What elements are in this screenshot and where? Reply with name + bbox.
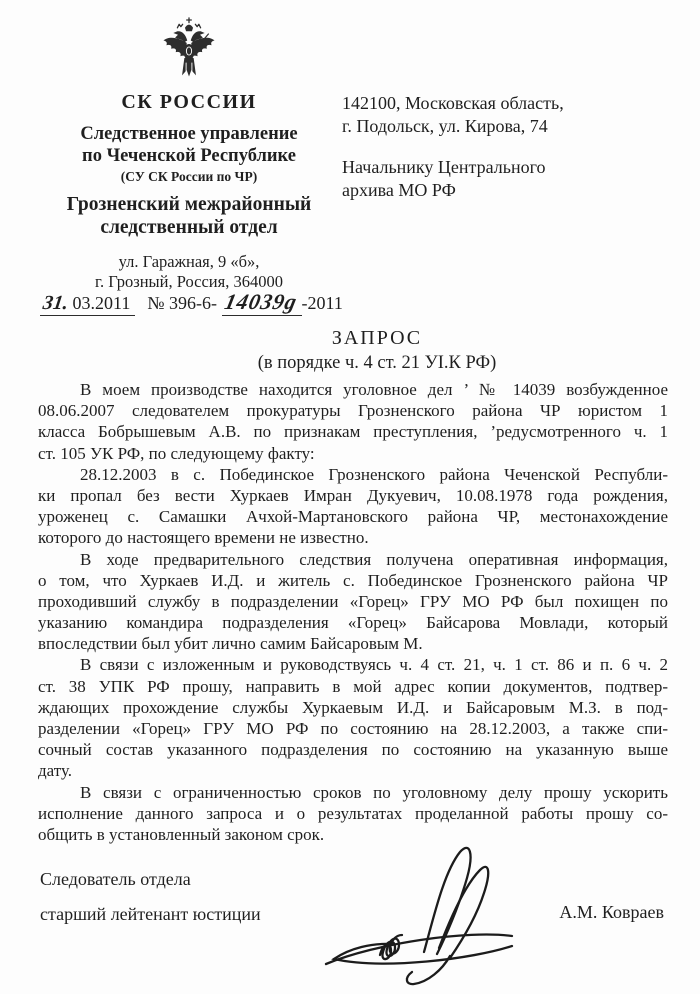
body-line: В моем производстве находится уголовное дел ’ № 14039 возбужденное [80,380,668,399]
reference-number-suffix: -2011 [301,293,343,313]
reference-number-prefix: № 396-6- [147,293,218,313]
body-line: проходивший службу в подразделении «Горец» ГРУ МО РФ был похищен по [38,591,668,611]
body-line: класса Бобрышевым А.В. по признакам преступления, ’редусмотренного ч. 1 [38,422,668,442]
signer-name: А.М. Ковраев [559,902,664,922]
addressee [342,156,672,202]
body-line: В ходе предварительного следствия получена оперативная информация, [80,549,668,569]
body-line: общить в установленный законом срок. [38,824,325,844]
signer-position [40,869,261,925]
body-line: ки пропал без вести Хуркаев Имран Дукуевич, 10.08.1978 года рождения, [38,485,668,505]
addressee-line1: Начальнику Центрального [342,157,546,177]
body-line: дату. [38,761,73,781]
date-handwritten: 31. [41,292,70,314]
document-title-block [38,327,692,374]
body-line: о том, что Хуркаев И.Д. и житель с. Побединское Грозненского района ЧР [38,570,668,590]
signer-position-line2: старший лейтенант юстиции [40,904,261,924]
department-line1: Грозненский межрайонный [66,194,312,215]
org-division [36,123,342,167]
document-title: ЗАПРОС [331,327,423,349]
body-line: В связи с ограниченностью сроков по уголовному делу прошу ускорить [80,782,668,802]
reference-line [40,289,343,315]
body-line: исполнение данного запроса и о результатах проделанной работы прошу со- [38,803,668,823]
department-line2: следственный отдел [100,217,278,238]
addressee-line2: архива МО РФ [342,180,456,200]
recipient-address-line1: 142100, Московская область, [342,93,564,113]
document-subtitle: (в порядке ч. 4 ст. 21 УI.К РФ) [257,353,497,373]
body-line: ст. 105 УК РФ, по следующему факту: [38,443,315,463]
body-line: которого до настоящего времени не известно. [38,528,369,548]
body-line: сочный состав указанного подразделения по состоянию на указанную выше [38,740,668,760]
body-line: ждающих прохождение службы Хуркаевым И.Д. и Байсаровым М.З. в под- [38,697,668,717]
recipient-address-line2: г. Подольск, ул. Кирова, 74 [342,116,548,136]
sender-address-line1: ул. Гаражная, 9 «б», [118,252,260,271]
body-line: указанию командира подразделения «Горец» Байсарова Мовлади, который [38,613,668,633]
handwritten-signature-icon [322,840,517,994]
body-line: В связи с изложенным и руководствуясь ч. 4 ст. 21, ч. 1 ст. 86 и п. 6 ч. 2 [80,655,668,675]
signer-position-line1: Следователь отдела [40,869,191,889]
coat-of-arms-icon [160,16,218,86]
body-line: уроженец с. Самашки Ачхой-Мартановского района ЧР, местонахождение [38,507,668,527]
division-abbr: (СУ СК России по ЧР) [120,169,258,184]
body-line: впоследствии был убит лично самим Байсаровым М. [38,634,423,654]
division-line1: Следственное управление [80,124,298,144]
sender-address [36,252,342,292]
division-line2: по Чеченской Республике [82,146,296,166]
date-typed: 03.2011 [72,293,131,313]
org-title: СК РОССИИ [121,91,257,113]
sender-address-line2: г. Грозный, Россия, 364000 [95,272,283,291]
letterhead [36,16,342,292]
body-line: разделении «Горец» ГРУ МО РФ по состоянию на 28.12.2003, а также спи- [38,719,668,738]
body-line: ст. 38 УПК РФ прошу, направить в мой адрес копии документов, подтвер- [38,676,668,696]
recipient-block [342,92,672,202]
recipient-address [342,92,672,138]
case-number-field [221,289,302,316]
body-text [38,379,668,845]
org-department [36,193,342,239]
case-number-handwritten: 14039g [221,289,300,314]
date-field [40,293,135,316]
body-line: 08.06.2007 следователем прокуратуры Грозненского района ЧР юристом 1 [38,401,668,421]
body-line: 28.12.2003 в с. Побединское Грозненского района Чеченской Республи- [80,464,668,484]
